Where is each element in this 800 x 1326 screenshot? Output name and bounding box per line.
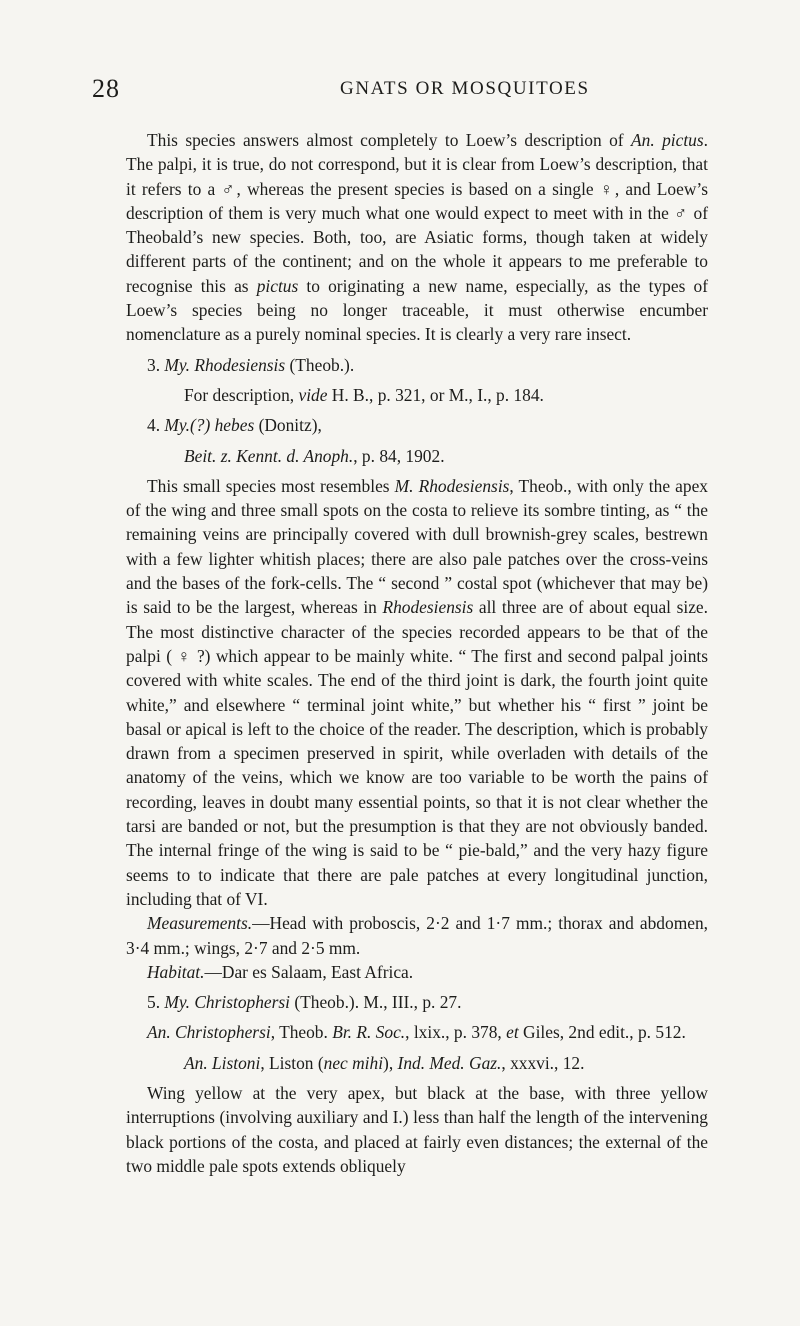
text-span: , p. 84, 1902. (353, 445, 445, 466)
text-span: , Theob. (270, 1022, 333, 1043)
entry-number: 3. (147, 354, 165, 375)
text-span: This small species most resembles (147, 475, 395, 496)
text-span: , Liston ( (260, 1052, 324, 1073)
authority: (Theob.). M., III., p. 27. (290, 992, 462, 1013)
text-span: —Dar es Salaam, East Africa. (204, 961, 414, 982)
text-span: H. B., p. 321, or M., I., p. 184. (327, 384, 544, 405)
measurements-label: Measurements. (147, 913, 253, 934)
latin-term: nec mihi (323, 1052, 384, 1073)
text-span: , lxix., p. 378, (405, 1022, 507, 1043)
text-span: to originating a new name, especially, as the types of Loew’s species being no longer traceable, it must otherwise encumber nomenclature as a purely nominal species. It is clearly a very rare insect. (126, 275, 708, 345)
species-name: pictus (256, 275, 299, 296)
habitat-label: Habitat. (147, 961, 205, 982)
entry-number: 4. (147, 415, 165, 436)
species-name: Rhodesiensis (382, 597, 474, 618)
species-name: An. Listoni (184, 1052, 261, 1073)
paragraph-hebes (126, 474, 708, 911)
species-name: M. Rhodesiensis (394, 475, 510, 496)
text-span: This species answers almost completely to Loew’s description of (147, 130, 632, 150)
species-name: My. Rhodesiensis (164, 354, 286, 375)
journal-title: Br. R. Soc. (332, 1022, 406, 1043)
habitat (126, 960, 708, 984)
entry-number: 5. (147, 992, 165, 1013)
page-number: 28 (92, 74, 120, 103)
text-span: all three are of about equal size. The most distinctive character of the species recorded appears to be that of the palpi ( ♀ ?) which appear to be mainly white. “ The first and second palpal joints covered with white scales. The end of the third joint is dark, the fourth joint quite white,” and elsewhere “ terminal joint white,” but whether his “ first ” joint be basal or apical is left to the choice of the reader. The description, which is probably drawn from a specimen preserved in spirit, while overladen with details of the anatomy of the veins, which we know are too variable to be worth the pains of recording, leaves in doubt many essential points, so that it is not clear whether the tarsi are banded or not, but the presumption is that they are not obviously banded. The internal fringe of the wing is said to be “ pie-bald,” and the very hazy figure seems to to indicate that there are pale patches at every longitudinal junction, including that of VI. (126, 597, 708, 909)
species-name: hebes (210, 415, 255, 436)
species-entry-4 (126, 413, 708, 437)
species-name: An. Christophersi (147, 1022, 271, 1043)
page-body (126, 128, 708, 1178)
text-span: . The palpi, it is true, do not correspond, but it is clear from Loew’s description, that it refers to a ♂, whereas the present species is based on a single ♀, and Loew’s description of them is very much what one would expect to meet with in the ♂ of Theobald’s new species. Both, too, are Asiatic forms, though taken at widely different parts of the continent; and on the whole it appears to me preferable to recognise this as (126, 130, 708, 296)
journal-title: Beit. z. Kennt. d. Anoph. (184, 445, 354, 466)
species-name: My. Christophersi (164, 992, 290, 1013)
authority: (Theob.). (285, 354, 355, 375)
text-span: , xxxvi., 12. (501, 1052, 585, 1073)
text-span: Giles, 2nd edit., p. 512. (518, 1022, 686, 1043)
synonym-christophersi (126, 1020, 708, 1044)
literature-reference (126, 444, 708, 468)
species-entry-3 (126, 353, 708, 377)
genus-abbrev: My. (164, 415, 190, 436)
description-reference (126, 383, 708, 407)
query-mark: (?) (189, 415, 211, 436)
page-header (0, 74, 800, 104)
text-span: , Theob., with only the apex of the wing and three small spots on the costa to relieve its sombre tinting, as “ the remaining veins are principally covered with dull brownish-grey scales, bestrewn with a few lighter whitish places; there are also pale patches over the cross-veins and the bases of the fork-cells. The “ second ” costal spot (whichever that may be) is said to be the largest, whereas in (126, 475, 708, 618)
paragraph-christophersi: Wing yellow at the very apex, but black at the base, with three yellow interruptions (involving auxiliary and I.) less than half the length of the intervening black portions of the costa, and placed at fairly even distances; the external of the two middle pale spots extends obliquely (126, 1082, 708, 1176)
species-entry-5 (126, 990, 708, 1014)
paragraph-pictus (126, 128, 708, 347)
authority: (Donitz), (254, 415, 322, 436)
measurements (126, 911, 708, 960)
latin-term: et (506, 1022, 519, 1043)
running-head: GNATS OR MOSQUITOES (340, 78, 590, 99)
text-span: For description, (184, 384, 299, 405)
text-span: —Head with proboscis, 2·2 and 1·7 mm.; thorax and abdomen, 3·4 mm.; wings, 2·7 and 2·5 mm. (126, 913, 708, 958)
journal-title: Ind. Med. Gaz. (397, 1052, 502, 1073)
species-name: An. pictus (631, 130, 704, 150)
latin-term: vide (298, 384, 328, 405)
text-span: ), (383, 1052, 398, 1073)
synonym-listoni (126, 1051, 708, 1075)
